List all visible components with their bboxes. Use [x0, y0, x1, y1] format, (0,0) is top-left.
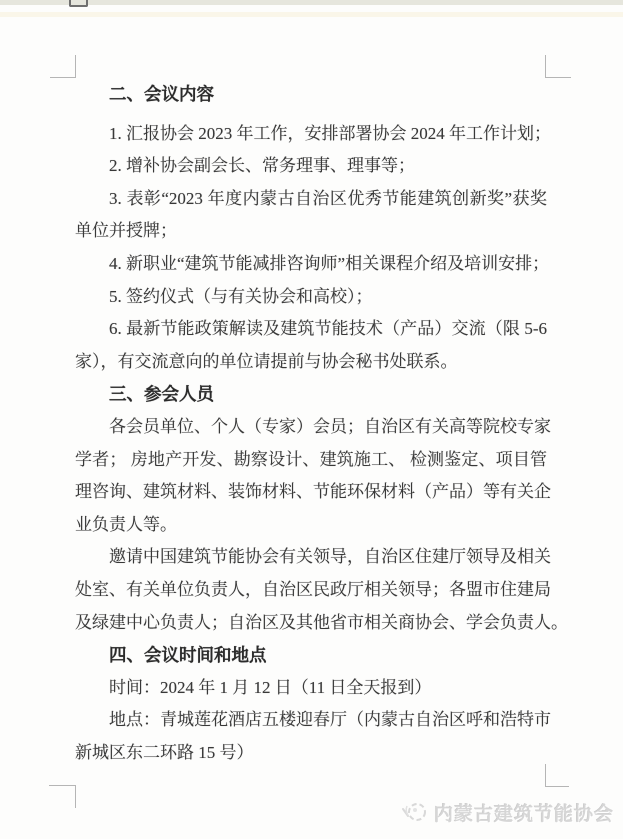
meeting-time: 时间：2024 年 1 月 12 日（11 日全天报到） [109, 677, 432, 697]
association-logo-icon [401, 799, 429, 825]
participants-paragraph: 理咨询、建筑材料、装饰材料、节能环保材料（产品）等有关企 [75, 482, 551, 502]
participants-paragraph: 各会员单位、个人（专家）会员；自治区有关高等院校专家 [109, 416, 551, 436]
agenda-item-3: 3. 表彰“2023 年度内蒙古自治区优秀节能建筑创新奖”获奖 [109, 188, 547, 208]
cropped-character-fragment [69, 0, 88, 7]
photo-edge-strip [0, 0, 623, 5]
section-heading-participants: 三、参会人员 [109, 384, 214, 405]
agenda-item-4: 4. 新职业“建筑节能减排咨询师”相关课程介绍及培训安排； [109, 253, 550, 273]
invited-guests-paragraph: 邀请中国建筑节能协会有关领导，自治区住建厅领导及相关 [109, 547, 551, 567]
crop-mark-bottom-right [545, 786, 569, 787]
section-heading-time-place: 四、会议时间和地点 [109, 645, 267, 666]
agenda-item-1: 1. 汇报协会 2023 年工作，安排部署协会 2024 年工作计划； [109, 123, 551, 143]
agenda-item-6: 6. 最新节能政策解读及建筑节能技术（产品）交流（限 5-6 [109, 319, 547, 339]
meeting-location-continued: 新城区东二环路 15 号） [75, 742, 254, 762]
agenda-item-2: 2. 增补协会副会长、常务理事、理事等； [109, 156, 415, 176]
crop-mark-bottom-left [49, 785, 76, 786]
association-watermark [401, 797, 614, 827]
meeting-location: 地点：青城莲花酒店五楼迎春厅（内蒙古自治区呼和浩特市 [109, 710, 551, 730]
agenda-item-3-continued: 单位并授牌； [75, 221, 177, 241]
crop-mark-top-left [50, 77, 76, 78]
section-heading-meeting-content: 二、会议内容 [109, 84, 214, 104]
watermark-text: 内蒙古建筑节能协会 [434, 803, 615, 825]
participants-paragraph: 业负责人等。 [75, 514, 177, 534]
invited-guests-paragraph: 处室、有关单位负责人，自治区民政厅相关领导；各盟市住建局 [75, 579, 551, 599]
agenda-item-5: 5. 签约仪式（与有关协会和高校）； [109, 286, 373, 306]
invited-guests-paragraph: 及绿建中心负责人；自治区及其他省市相关商协会、学会负责人。 [75, 612, 568, 632]
photo-edge-line [0, 12, 623, 17]
agenda-item-6-continued: 家），有交流意向的单位请提前与协会秘书处联系。 [75, 351, 458, 371]
crop-mark-top-right [545, 55, 546, 78]
crop-mark-top-right [545, 77, 571, 78]
crop-mark-bottom-left [75, 785, 76, 808]
crop-mark-top-left [75, 55, 76, 78]
document-body [75, 78, 568, 769]
participants-paragraph: 学者； 房地产开发、勘察设计、建筑施工、 检测鉴定、项目管 [75, 449, 547, 469]
